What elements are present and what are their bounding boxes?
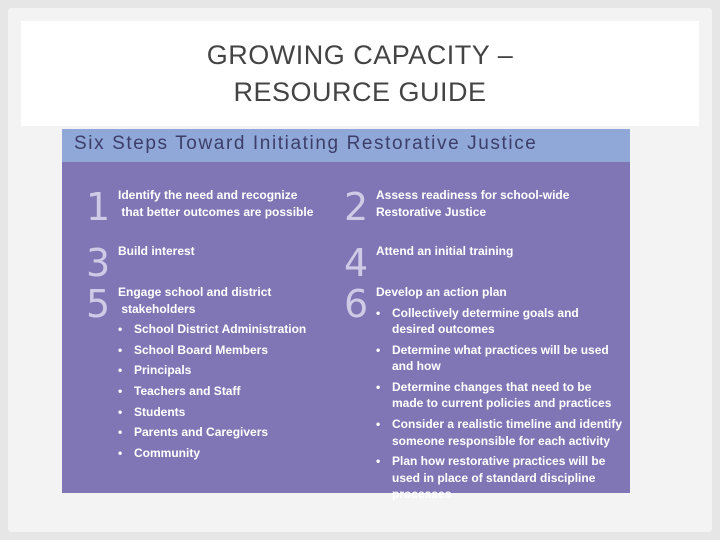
bullet-item: • Collectively determine goals and desired outcomes <box>376 305 624 338</box>
step-number: 2 <box>344 185 369 229</box>
step-heading-line: Attend an initial training <box>376 244 514 258</box>
step-heading-line: Build interest <box>118 244 195 258</box>
bullet-item: • Determine what practices will be used and how <box>376 342 624 375</box>
title-box <box>21 21 699 126</box>
bullet-item: • Principals <box>118 362 326 379</box>
step-bullet-list <box>376 305 624 503</box>
step-text <box>376 284 624 507</box>
step-number: 4 <box>344 241 369 285</box>
step-heading-line: Restorative Justice <box>376 204 487 219</box>
bullet-item: • School Board Members <box>118 342 326 359</box>
step-heading-line: Develop an action plan <box>376 285 507 299</box>
panel-header-text: Six Steps Toward Initiating Restorative Justice <box>74 133 538 154</box>
step-text <box>118 284 326 466</box>
step-number: 6 <box>344 282 369 326</box>
bullet-item: • Determine changes that need to be made to current policies and practices <box>376 379 624 412</box>
step-text <box>376 187 624 220</box>
bullet-item: • Teachers and Staff <box>118 383 326 400</box>
six-steps-panel <box>62 129 630 502</box>
step-text <box>118 187 326 220</box>
bullet-item: • Parents and Caregivers <box>118 424 326 441</box>
bullet-item: • School District Administration <box>118 321 326 338</box>
step-text <box>376 243 624 260</box>
panel-header <box>62 129 630 162</box>
step-heading-line: stakeholders <box>118 301 196 316</box>
bullet-item: • Community <box>118 445 326 462</box>
slide-title-line-2: RESOURCE GUIDE <box>233 76 487 107</box>
step-heading-line: Identify the need and recognize <box>118 188 298 202</box>
step-heading-line: Assess readiness for school-wide <box>376 188 570 202</box>
slide-title-line-1: GROWING CAPACITY – <box>206 39 514 70</box>
step-bullet-list <box>118 321 326 462</box>
bullet-item: • Students <box>118 404 326 421</box>
step-heading-line: Engage school and district <box>118 285 272 299</box>
step-text <box>118 243 326 260</box>
step-number: 1 <box>86 185 111 229</box>
step-number: 5 <box>86 282 111 326</box>
step-number: 3 <box>86 241 111 285</box>
step-heading-line: that better outcomes are possible <box>118 204 314 219</box>
bullet-item: • Consider a realistic timeline and identify someone responsible for each activity <box>376 416 624 449</box>
bullet-item: • Plan how restorative practices will be used in place of standard discipline processes <box>376 453 624 503</box>
